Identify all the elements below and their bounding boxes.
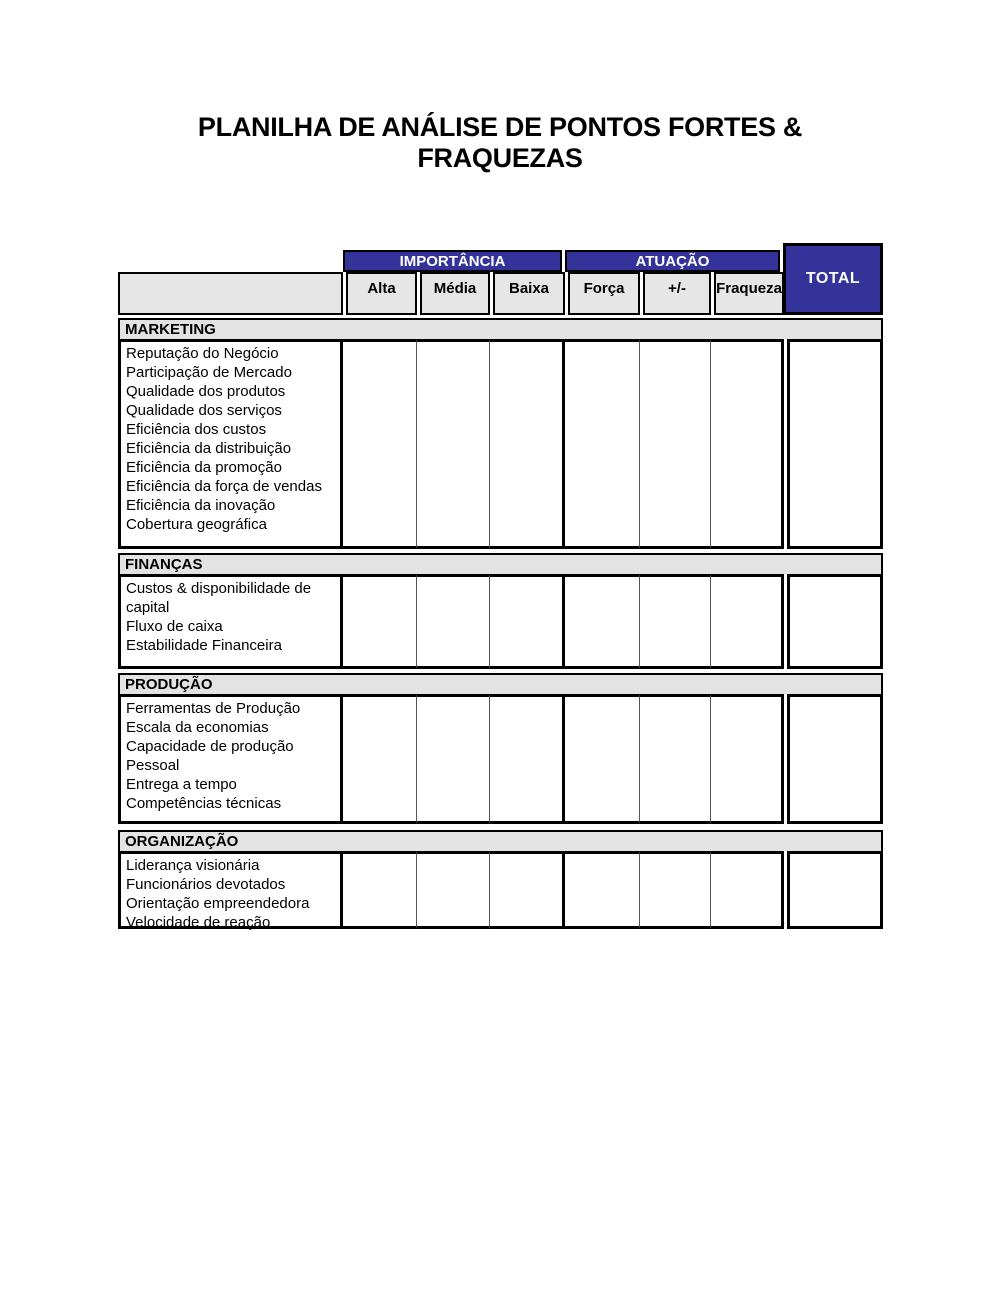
item-label: Ferramentas de Produção	[126, 700, 301, 717]
item-label: Participação de Mercado	[126, 364, 292, 381]
col-header-alta: Alta	[346, 272, 417, 315]
items-list-organizacao	[118, 851, 343, 929]
item-label: Qualidade dos produtos	[126, 383, 286, 400]
item-label: Velocidade de reação	[126, 914, 271, 931]
cell-financas-alta	[343, 574, 417, 669]
cell-financas-baixa	[490, 574, 565, 669]
cell-financas-media	[417, 574, 490, 669]
cell-marketing-forca	[565, 339, 640, 549]
cell-financas-total	[787, 574, 883, 669]
cell-organizacao-alta	[343, 851, 417, 929]
section-title-financas: FINANÇAS	[118, 553, 883, 574]
cell-organizacao-forca	[565, 851, 640, 929]
item-label: Fluxo de caixa	[126, 618, 223, 635]
item-label: Eficiência da distribuição	[126, 440, 292, 457]
cell-financas-fraqueza	[711, 574, 784, 669]
performance-group-header: ATUAÇÃO	[565, 250, 780, 272]
cell-marketing-fraqueza	[711, 339, 784, 549]
page-title: PLANILHA DE ANÁLISE DE PONTOS FORTES & FRAQUEZAS	[197, 112, 803, 173]
item-label: Eficiência dos custos	[126, 421, 267, 438]
col-header-forca: Força	[568, 272, 640, 315]
col-header-baixa: Baixa	[493, 272, 565, 315]
cell-producao-fraqueza	[711, 694, 784, 824]
table-header	[118, 243, 883, 315]
item-label: Orientação empreendedora	[126, 895, 310, 912]
item-label: Competências técnicas	[126, 795, 282, 812]
cell-marketing-plusminus	[640, 339, 711, 549]
item-label: Entrega a tempo	[126, 776, 237, 793]
item-label: Cobertura geográfica	[126, 516, 267, 533]
cell-producao-plusminus	[640, 694, 711, 824]
section-organizacao	[118, 830, 883, 929]
section-producao	[118, 673, 883, 824]
cell-organizacao-total	[787, 851, 883, 929]
section-title-producao: PRODUÇÃO	[118, 673, 883, 694]
item-label: Qualidade dos serviços	[126, 402, 282, 419]
items-list-producao	[118, 694, 343, 824]
cell-marketing-alta	[343, 339, 417, 549]
item-label: Funcionários devotados	[126, 876, 286, 893]
section-marketing	[118, 318, 883, 549]
row-label-header-cell	[118, 272, 343, 315]
section-body-financas	[118, 574, 883, 669]
item-label: Eficiência da inovação	[126, 497, 276, 514]
item-label: Eficiência da força de vendas	[126, 478, 322, 495]
items-list-marketing	[118, 339, 343, 549]
section-body-marketing	[118, 339, 883, 549]
item-label: Estabilidade Financeira	[126, 637, 282, 654]
item-label: Pessoal	[126, 757, 180, 774]
cell-marketing-media	[417, 339, 490, 549]
cell-financas-forca	[565, 574, 640, 669]
section-body-organizacao	[118, 851, 883, 929]
cell-organizacao-fraqueza	[711, 851, 784, 929]
total-column-header: TOTAL	[783, 243, 883, 315]
cell-organizacao-media	[417, 851, 490, 929]
analysis-worksheet-table	[118, 243, 883, 929]
item-label: Reputação do Negócio	[126, 345, 279, 362]
cell-marketing-total	[787, 339, 883, 549]
cell-producao-baixa	[490, 694, 565, 824]
cell-financas-plusminus	[640, 574, 711, 669]
cell-organizacao-baixa	[490, 851, 565, 929]
column-headers-row	[118, 272, 784, 315]
section-body-producao	[118, 694, 883, 824]
section-title-marketing: MARKETING	[118, 318, 883, 339]
items-list-financas	[118, 574, 343, 669]
item-label: Capacidade de produção	[126, 738, 294, 755]
section-financas	[118, 553, 883, 669]
importance-group-header: IMPORTÂNCIA	[343, 250, 562, 272]
cell-producao-media	[417, 694, 490, 824]
cell-producao-forca	[565, 694, 640, 824]
cell-producao-total	[787, 694, 883, 824]
section-title-organizacao: ORGANIZAÇÃO	[118, 830, 883, 851]
cell-producao-alta	[343, 694, 417, 824]
item-label: Liderança visionária	[126, 857, 260, 874]
item-label: Eficiência da promoção	[126, 459, 282, 476]
cell-marketing-baixa	[490, 339, 565, 549]
col-header-plusminus: +/-	[643, 272, 711, 315]
item-label: Escala da economias	[126, 719, 269, 736]
col-header-fraqueza: Fraque​za	[714, 272, 784, 315]
item-label: Custos & disponibilidade de capital	[126, 580, 312, 616]
col-header-media: Média	[420, 272, 490, 315]
cell-organizacao-plusminus	[640, 851, 711, 929]
